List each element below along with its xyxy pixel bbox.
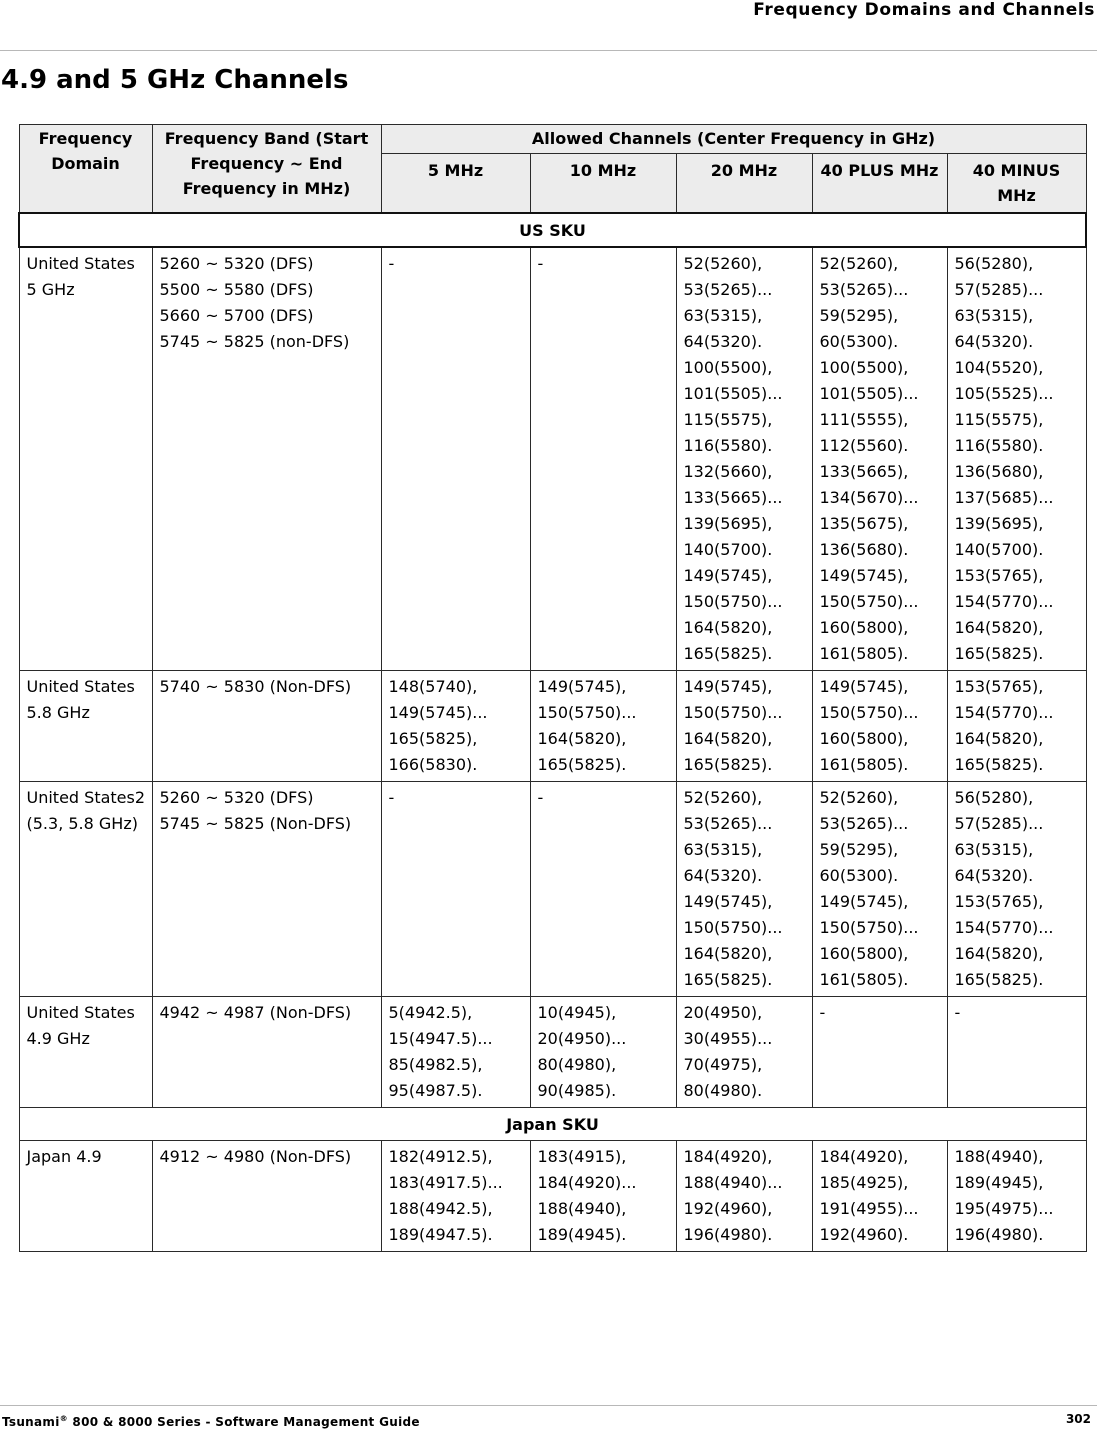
footer-guide-name: 800 & 8000 Series - Software Management Guide — [67, 1415, 420, 1429]
cell-line: 104(5520), — [954, 358, 1044, 377]
cell-line: 116(5580). — [954, 436, 1044, 455]
col-header-40-plus-mhz: 40 PLUS MHz — [812, 154, 947, 214]
cell-line: 192(4960). — [819, 1225, 909, 1244]
cell-line: 15(4947.5)... — [388, 1029, 493, 1048]
cell-line: 137(5685)... — [954, 488, 1054, 507]
cell-line: 115(5575), — [954, 410, 1044, 429]
cell-line: 52(5260), — [819, 788, 899, 807]
cell-line: 53(5265)... — [819, 814, 909, 833]
cell-line: 188(4942.5), — [388, 1199, 493, 1218]
cell-line: 165(5825). — [683, 755, 773, 774]
cell-line: 5740 ~ 5830 (Non-DFS) — [159, 677, 352, 696]
cell-line: 164(5820), — [537, 729, 627, 748]
cell-frequency-domain: United States 5 GHz — [19, 247, 152, 671]
cell-line: 184(4920), — [683, 1147, 773, 1166]
cell-40-plus-channels — [812, 671, 947, 782]
cell-line: 140(5700). — [683, 540, 773, 559]
cell-20mhz-channels — [676, 247, 812, 671]
cell-5mhz-channels — [381, 782, 530, 997]
col-header-5mhz: 5 MHz — [381, 154, 530, 214]
cell-line: 5500 ~ 5580 (DFS) — [159, 280, 314, 299]
cell-line: 153(5765), — [954, 892, 1044, 911]
cell-line: 164(5820), — [683, 944, 773, 963]
cell-line: 56(5280), — [954, 788, 1034, 807]
cell-5mhz-channels — [381, 1141, 530, 1252]
cell-line: 191(4955)... — [819, 1199, 919, 1218]
cell-10mhz-channels — [530, 671, 676, 782]
cell-frequency-domain: United States 4.9 GHz — [19, 997, 152, 1108]
col-header-40-minus-mhz: 40 MINUS MHz — [947, 154, 1086, 214]
col-header-20mhz: 20 MHz — [676, 154, 812, 214]
header-divider — [0, 50, 1097, 51]
table-body — [19, 213, 1086, 1252]
sku-label: Japan SKU — [19, 1108, 1086, 1141]
cell-line: 100(5500), — [683, 358, 773, 377]
cell-line: 132(5660), — [683, 462, 773, 481]
cell-line: 192(4960), — [683, 1199, 773, 1218]
cell-line: 188(4940), — [537, 1199, 627, 1218]
cell-line: 149(5745), — [683, 566, 773, 585]
cell-line: 154(5770)... — [954, 592, 1054, 611]
cell-line: 10(4945), — [537, 1003, 617, 1022]
footer-brand: Tsunami — [2, 1415, 60, 1429]
cell-line: 165(5825). — [683, 970, 773, 989]
cell-line: 149(5745), — [537, 677, 627, 696]
cell-line: 150(5750)... — [683, 918, 783, 937]
cell-line: 149(5745), — [819, 892, 909, 911]
cell-line: 164(5820), — [954, 944, 1044, 963]
cell-line: 133(5665), — [819, 462, 909, 481]
cell-line: 63(5315), — [683, 306, 763, 325]
channels-table — [18, 124, 1087, 1252]
cell-line: 161(5805). — [819, 755, 909, 774]
sku-label: US SKU — [19, 213, 1086, 247]
cell-line: - — [537, 788, 544, 807]
cell-line: 136(5680). — [819, 540, 909, 559]
cell-line: - — [537, 254, 544, 273]
table-row — [19, 782, 1086, 997]
cell-line: 136(5680), — [954, 462, 1044, 481]
cell-40-minus-channels — [947, 247, 1086, 671]
cell-line: 60(5300). — [819, 866, 899, 885]
cell-frequency-band — [152, 1141, 381, 1252]
cell-line: 183(4917.5)... — [388, 1173, 503, 1192]
cell-line: 164(5820), — [954, 729, 1044, 748]
cell-line: 85(4982.5), — [388, 1055, 483, 1074]
cell-line: 148(5740), — [388, 677, 478, 696]
cell-line: 5745 ~ 5825 (Non-DFS) — [159, 814, 352, 833]
cell-line: 153(5765), — [954, 677, 1044, 696]
cell-line: 101(5505)... — [819, 384, 919, 403]
cell-20mhz-channels — [676, 671, 812, 782]
cell-line: 52(5260), — [683, 254, 763, 273]
cell-line: 63(5315), — [954, 840, 1034, 859]
cell-line: 160(5800), — [819, 729, 909, 748]
registered-mark: ® — [59, 1414, 68, 1423]
cell-line: 70(4975), — [683, 1055, 763, 1074]
cell-line: 135(5675), — [819, 514, 909, 533]
cell-line: 140(5700). — [954, 540, 1044, 559]
cell-line: 53(5265)... — [683, 814, 773, 833]
cell-line: 134(5670)... — [819, 488, 919, 507]
cell-line: 5260 ~ 5320 (DFS) — [159, 254, 314, 273]
section-title: 4.9 and 5 GHz Channels — [1, 65, 349, 95]
cell-line: 182(4912.5), — [388, 1147, 493, 1166]
cell-line: 160(5800), — [819, 618, 909, 637]
cell-line: 64(5320). — [683, 866, 763, 885]
cell-line: 4912 ~ 4980 (Non-DFS) — [159, 1147, 352, 1166]
cell-40-minus-channels — [947, 671, 1086, 782]
cell-line: 133(5665)... — [683, 488, 783, 507]
cell-line: 150(5750)... — [683, 592, 783, 611]
cell-line: 59(5295), — [819, 306, 899, 325]
cell-line: 165(5825). — [954, 644, 1044, 663]
cell-line: 105(5525)... — [954, 384, 1054, 403]
cell-line: 112(5560). — [819, 436, 909, 455]
cell-line: 57(5285)... — [954, 814, 1044, 833]
col-header-frequency-domain: Frequency Domain — [19, 125, 152, 214]
cell-line: 80(4980), — [537, 1055, 617, 1074]
cell-line: 195(4975)... — [954, 1199, 1054, 1218]
cell-line: 53(5265)... — [683, 280, 773, 299]
col-header-frequency-band: Frequency Band (Start Frequency ~ End Frequency in MHz) — [152, 125, 381, 214]
cell-40-plus-channels — [812, 247, 947, 671]
cell-line: - — [954, 1003, 961, 1022]
cell-line: 5745 ~ 5825 (non-DFS) — [159, 332, 350, 351]
table-row — [19, 247, 1086, 671]
cell-line: 63(5315), — [954, 306, 1034, 325]
cell-line: 56(5280), — [954, 254, 1034, 273]
cell-line: 161(5805). — [819, 644, 909, 663]
cell-line: 149(5745), — [683, 892, 773, 911]
cell-line: 165(5825). — [954, 970, 1044, 989]
cell-line: - — [388, 788, 395, 807]
cell-frequency-domain: Japan 4.9 — [19, 1141, 152, 1252]
cell-line: 184(4920)... — [537, 1173, 637, 1192]
table-row — [19, 671, 1086, 782]
cell-line: 4942 ~ 4987 (Non-DFS) — [159, 1003, 352, 1022]
cell-line: 5(4942.5), — [388, 1003, 473, 1022]
cell-10mhz-channels — [530, 782, 676, 997]
cell-line: 196(4980). — [683, 1225, 773, 1244]
cell-line: 165(5825). — [537, 755, 627, 774]
cell-line: 139(5695), — [954, 514, 1044, 533]
cell-line: 139(5695), — [683, 514, 773, 533]
cell-line: 189(4945). — [537, 1225, 627, 1244]
cell-40-minus-channels — [947, 997, 1086, 1108]
cell-5mhz-channels — [381, 247, 530, 671]
cell-line: 80(4980). — [683, 1081, 763, 1100]
cell-line: 64(5320). — [954, 332, 1034, 351]
cell-line: 154(5770)... — [954, 703, 1054, 722]
cell-line: 116(5580). — [683, 436, 773, 455]
cell-line: 5660 ~ 5700 (DFS) — [159, 306, 314, 325]
cell-line: 59(5295), — [819, 840, 899, 859]
cell-line: 150(5750)... — [819, 592, 919, 611]
cell-frequency-band — [152, 247, 381, 671]
cell-line: 185(4925), — [819, 1173, 909, 1192]
cell-frequency-band — [152, 997, 381, 1108]
col-header-allowed-channels: Allowed Channels (Center Frequency in GHz) — [381, 125, 1086, 154]
cell-line: 150(5750)... — [819, 918, 919, 937]
col-header-10mhz: 10 MHz — [530, 154, 676, 214]
running-header-title: Frequency Domains and Channels — [753, 0, 1095, 20]
cell-20mhz-channels — [676, 1141, 812, 1252]
cell-line: 52(5260), — [819, 254, 899, 273]
footer-divider — [0, 1405, 1097, 1406]
cell-line: 64(5320). — [954, 866, 1034, 885]
cell-line: 111(5555), — [819, 410, 909, 429]
cell-line: 150(5750)... — [683, 703, 783, 722]
sku-group-row — [19, 1108, 1086, 1141]
cell-line: 149(5745), — [683, 677, 773, 696]
page-number: 302 — [1065, 1412, 1091, 1426]
cell-10mhz-channels — [530, 997, 676, 1108]
cell-40-plus-channels — [812, 997, 947, 1108]
cell-line: 166(5830). — [388, 755, 478, 774]
table-header — [19, 125, 1086, 214]
cell-line: 189(4947.5). — [388, 1225, 493, 1244]
cell-line: 101(5505)... — [683, 384, 783, 403]
cell-line: 165(5825), — [388, 729, 478, 748]
cell-frequency-domain: United States 5.8 GHz — [19, 671, 152, 782]
cell-line: - — [388, 254, 395, 273]
table-row — [19, 1141, 1086, 1252]
cell-line: 196(4980). — [954, 1225, 1044, 1244]
cell-40-minus-channels — [947, 782, 1086, 997]
cell-20mhz-channels — [676, 782, 812, 997]
cell-line: 164(5820), — [954, 618, 1044, 637]
cell-frequency-domain: United States2 (5.3, 5.8 GHz) — [19, 782, 152, 997]
cell-line: 64(5320). — [683, 332, 763, 351]
footer-guide-title — [2, 1411, 420, 1430]
cell-line: 160(5800), — [819, 944, 909, 963]
cell-line: 150(5750)... — [537, 703, 637, 722]
cell-5mhz-channels — [381, 671, 530, 782]
cell-line: 30(4955)... — [683, 1029, 773, 1048]
cell-20mhz-channels — [676, 997, 812, 1108]
cell-line: 188(4940), — [954, 1147, 1044, 1166]
cell-line: 165(5825). — [683, 644, 773, 663]
cell-line: 52(5260), — [683, 788, 763, 807]
cell-line: - — [819, 1003, 826, 1022]
cell-40-plus-channels — [812, 1141, 947, 1252]
sku-group-row — [19, 213, 1086, 247]
cell-line: 63(5315), — [683, 840, 763, 859]
cell-line: 100(5500), — [819, 358, 909, 377]
cell-5mhz-channels — [381, 997, 530, 1108]
cell-line: 149(5745), — [819, 566, 909, 585]
cell-10mhz-channels — [530, 247, 676, 671]
cell-line: 20(4950)... — [537, 1029, 627, 1048]
cell-line: 161(5805). — [819, 970, 909, 989]
cell-frequency-band — [152, 782, 381, 997]
cell-line: 184(4920), — [819, 1147, 909, 1166]
cell-10mhz-channels — [530, 1141, 676, 1252]
cell-line: 53(5265)... — [819, 280, 909, 299]
cell-line: 90(4985). — [537, 1081, 617, 1100]
cell-line: 60(5300). — [819, 332, 899, 351]
cell-line: 164(5820), — [683, 729, 773, 748]
cell-line: 20(4950), — [683, 1003, 763, 1022]
cell-line: 5260 ~ 5320 (DFS) — [159, 788, 314, 807]
cell-line: 164(5820), — [683, 618, 773, 637]
cell-frequency-band — [152, 671, 381, 782]
cell-line: 95(4987.5). — [388, 1081, 483, 1100]
table-row — [19, 997, 1086, 1108]
cell-line: 57(5285)... — [954, 280, 1044, 299]
cell-line: 183(4915), — [537, 1147, 627, 1166]
cell-40-minus-channels — [947, 1141, 1086, 1252]
cell-line: 149(5745), — [819, 677, 909, 696]
cell-line: 188(4940)... — [683, 1173, 783, 1192]
cell-line: 150(5750)... — [819, 703, 919, 722]
cell-40-plus-channels — [812, 782, 947, 997]
cell-line: 165(5825). — [954, 755, 1044, 774]
cell-line: 153(5765), — [954, 566, 1044, 585]
cell-line: 149(5745)... — [388, 703, 488, 722]
cell-line: 189(4945), — [954, 1173, 1044, 1192]
cell-line: 154(5770)... — [954, 918, 1054, 937]
cell-line: 115(5575), — [683, 410, 773, 429]
